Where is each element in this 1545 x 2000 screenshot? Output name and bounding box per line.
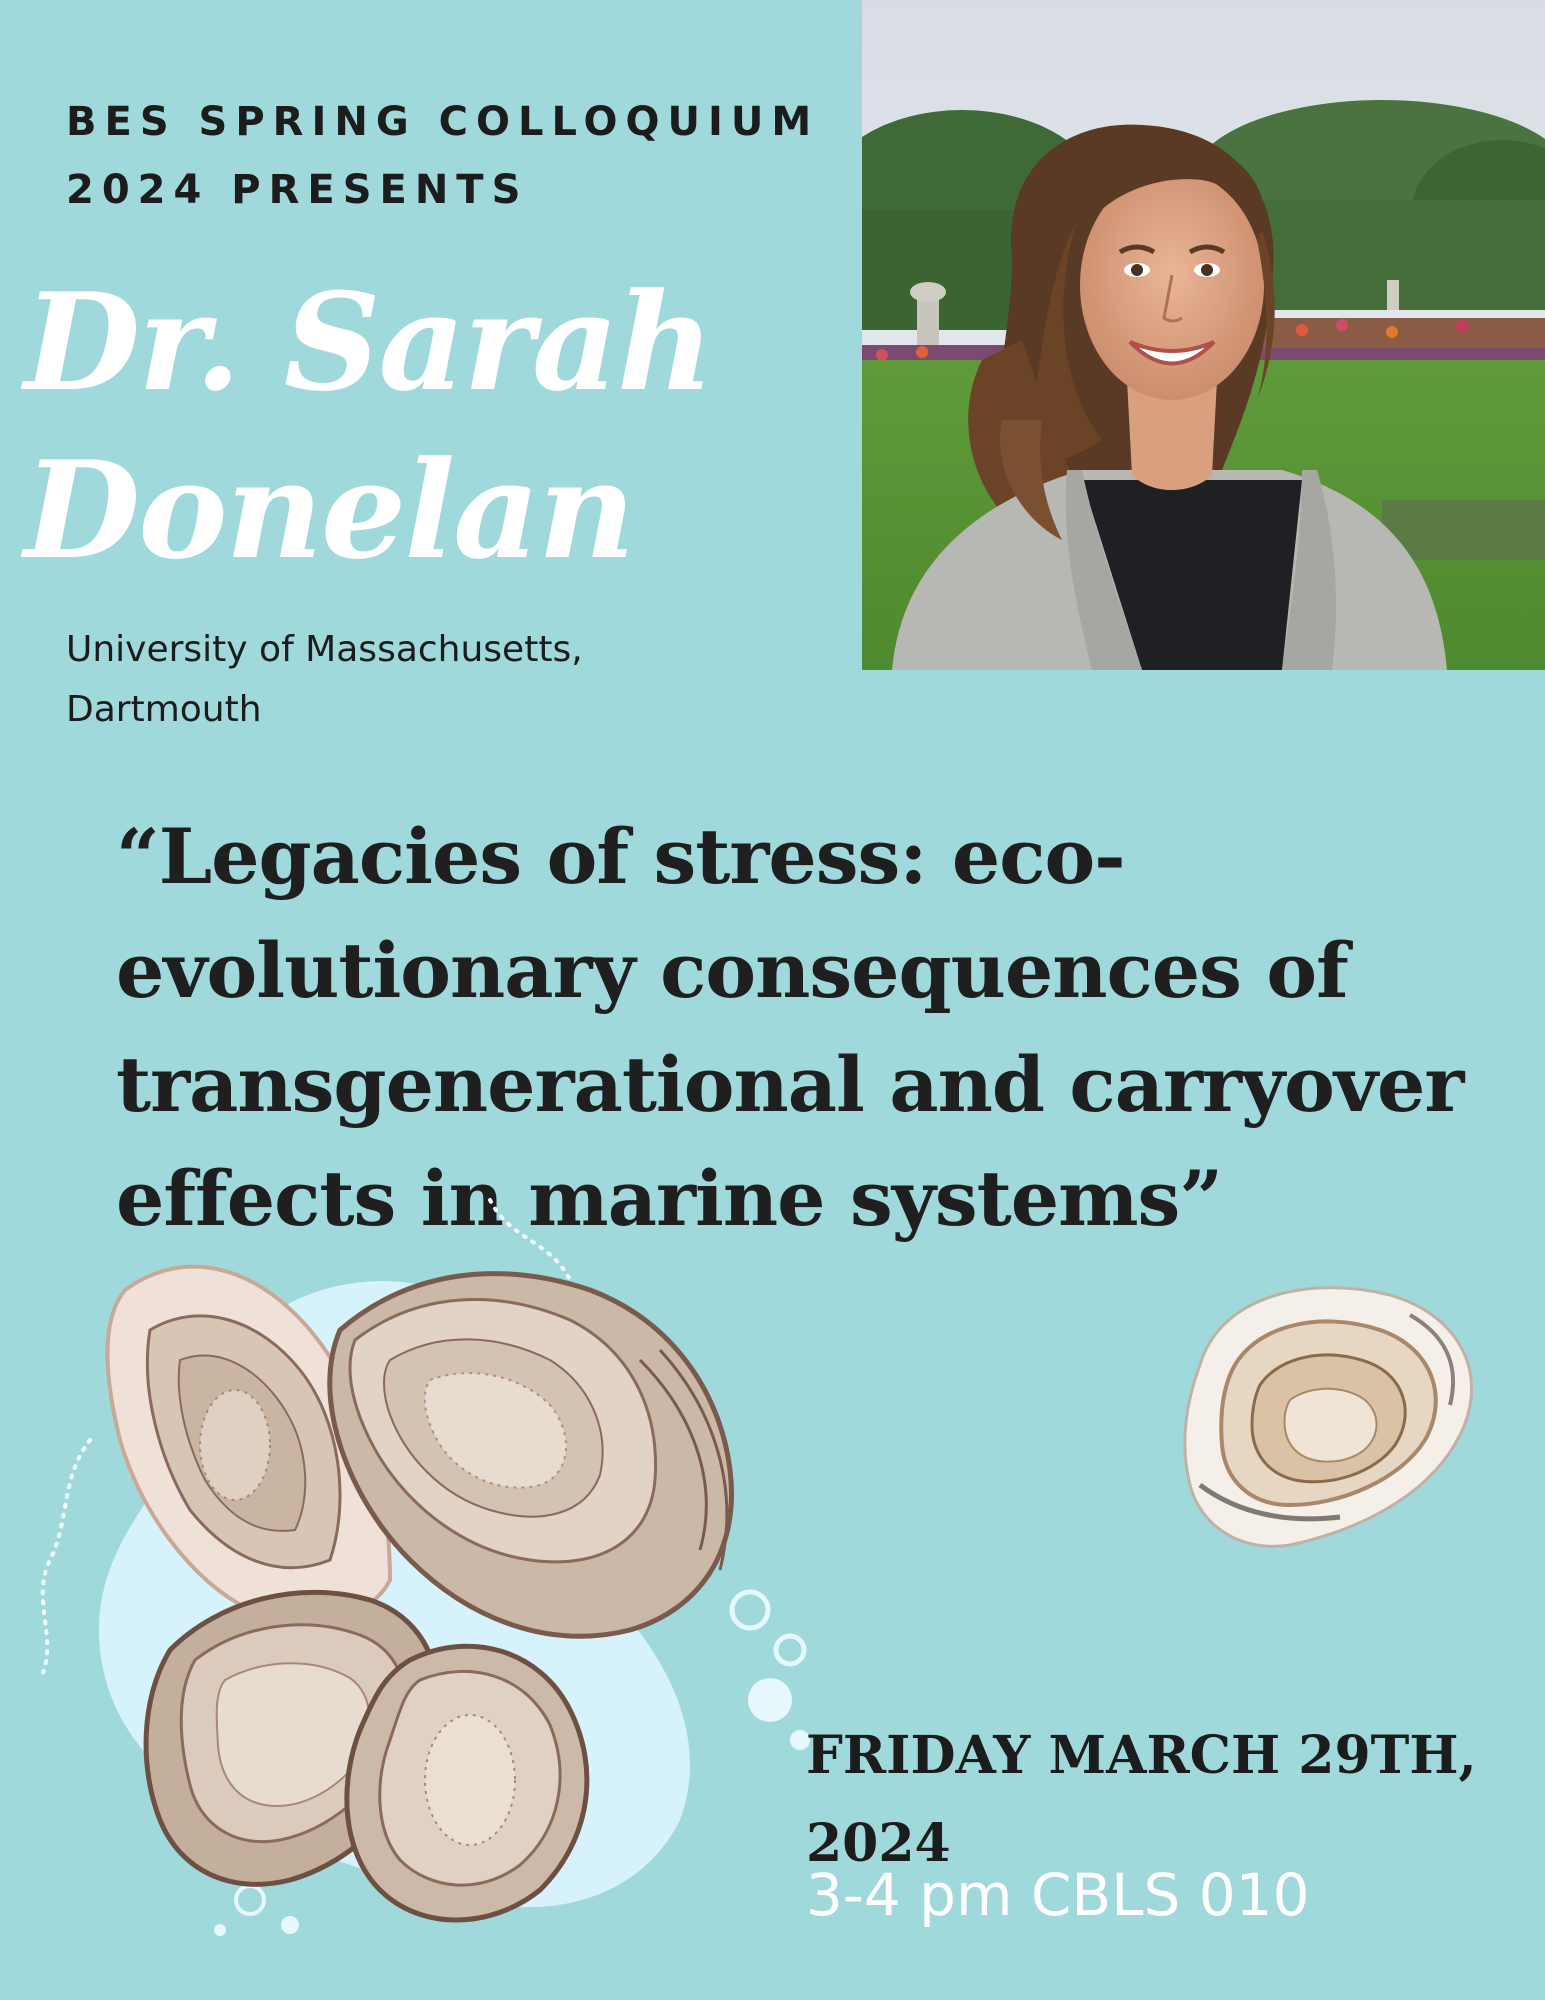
- speaker-name: [24, 258, 854, 594]
- watercolor-oyster: [1160, 1255, 1490, 1555]
- speaker-affiliation: [66, 620, 706, 740]
- colloquium-heading-line-1: BES SPRING COLLOQUIUM: [66, 99, 820, 145]
- colloquium-heading: [66, 88, 866, 224]
- talk-title-line-3: transgenerational and carryover: [116, 1040, 1464, 1129]
- speaker-photo: [862, 0, 1545, 670]
- affiliation-line-2: Dartmouth: [66, 689, 262, 730]
- speaker-name-line-1: Dr. Sarah: [24, 263, 713, 421]
- talk-title-line-2: evolutionary consequences of: [116, 926, 1348, 1015]
- watercolor-oyster-svg: [1160, 1255, 1490, 1555]
- oyster-cluster-illustration: [30, 1180, 830, 1960]
- oyster-cluster-svg: [30, 1180, 830, 1960]
- speaker-name-line-2: Donelan: [24, 431, 634, 589]
- colloquium-heading-line-2: 2024 PRESENTS: [66, 167, 529, 213]
- event-date-line-2: 2024: [806, 1813, 951, 1874]
- speaker-photo-illustration: [862, 0, 1545, 670]
- talk-title-line-1: “Legacies of stress: eco-: [116, 812, 1125, 901]
- event-date-line-1: FRIDAY MARCH 29TH,: [806, 1725, 1477, 1786]
- talk-title-line-4: effects in marine systems”: [116, 1154, 1223, 1243]
- affiliation-line-1: University of Massachusetts,: [66, 629, 583, 670]
- event-time-location: 3-4 pm CBLS 010: [806, 1861, 1310, 1929]
